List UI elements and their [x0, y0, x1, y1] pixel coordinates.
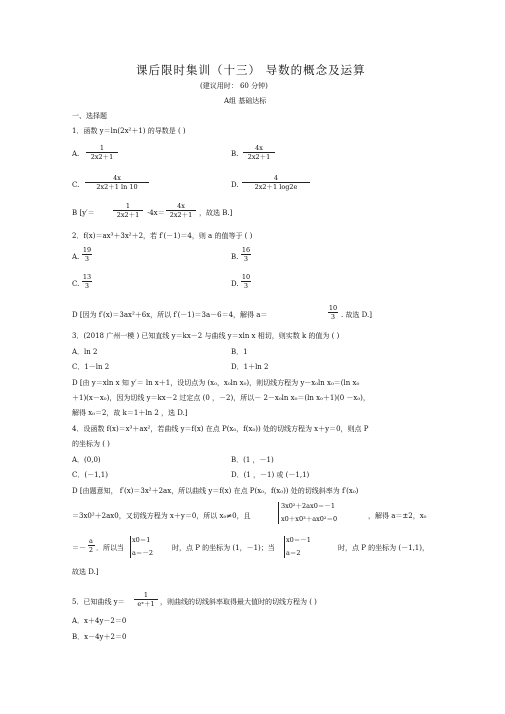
q2-c-numerator: 13	[82, 273, 92, 281]
q4-stem-line-1: 4．设函数 f(x)＝x³＋ax²，若曲线 y＝f(x) 在点 P(x₀，f(x₀)) 处的切线方程为 x＋y＝0，则点 P	[72, 425, 369, 433]
q4-option-a: A．(0,0)	[72, 456, 101, 464]
q1-stem: 1．函数 y＝ln(2x²＋1) 的导数是 ( )	[72, 127, 186, 135]
q5-stem-suffix: ，则曲线的切线斜率取得最大值时的切线方程为 ( )	[160, 598, 317, 606]
q2-b-numerator: 16	[241, 246, 251, 254]
q4-system3-eq1: x0＝－1	[286, 536, 311, 544]
q2-a-numerator: 19	[82, 246, 92, 254]
q5-stem-fraction	[132, 591, 160, 608]
q5-option-b: B．x－4y＋2＝0	[72, 633, 127, 641]
q4-answer-line-3-suffix: 时，点 P 的坐标为 (－1,1)，	[338, 544, 429, 552]
q2-answer-suffix: . 故选 D.]	[341, 311, 372, 319]
q4-system1-eq1: 3x0²＋2ax0＝－1	[281, 502, 335, 510]
q3-answer-line-3: 解得 x₀＝2，故 k＝1＋ln 2 ，选 D.]	[72, 409, 188, 417]
q4-option-d: D．(1 ，－1) 或 (－1,1)	[231, 471, 310, 479]
page-title: 课后限时集训（十三） 导数的概念及运算	[136, 63, 366, 77]
q3-answer-line-1: D [由 y＝xln x 知 y′＝ ln x＋1，设切点为 (x₀，x₀ln x₀)，则切线方程为 y－x₀ln x₀＝(ln x₀	[72, 379, 360, 387]
q4-system2-eq2: a＝－2	[132, 549, 154, 557]
section-heading: 一、选择题	[72, 112, 107, 120]
q4-answer-line-3-mid-2: 时，点 P 的坐标为 (1，－1)；当	[172, 544, 275, 552]
q1-option-a-label: A.	[72, 150, 80, 158]
q2-d-numerator: 10	[241, 273, 251, 281]
q2-option-c-label: C.	[72, 280, 80, 288]
q1-d-denominator: 2x2＋1 log2e	[254, 183, 298, 191]
q3-option-b: B．1	[231, 348, 248, 356]
q3-stem: 3．(2018 广州一模 ) 已知直线 y＝kx－2 与曲线 y＝xln x 相切，则实数 k 的值为 ( )	[72, 332, 340, 340]
q1-option-b-fraction	[241, 144, 277, 161]
q4-answer-fraction	[86, 537, 96, 554]
q2-option-d-label: D.	[231, 280, 239, 288]
q3-option-a: A．ln 2	[72, 348, 98, 356]
q1-c-denominator: 2x2＋1 ln 10	[96, 183, 138, 191]
q1-option-d-fraction	[241, 174, 311, 191]
q4-answer-line-2-suffix: ，解得 a＝±2，x₀	[368, 512, 427, 520]
q1-d-numerator: 4	[273, 174, 279, 182]
q4-ans-denominator: 2	[88, 546, 94, 554]
q2-ans-denominator: 3	[330, 313, 336, 321]
q2-c-denominator: 3	[84, 282, 90, 290]
q2-answer-prefix: D [因为 f′(x)＝3ax²＋6x，所以 f′(－1)＝3a－6＝4，解得 a＝	[72, 311, 268, 319]
q2-stem: 2．f(x)＝ax³＋3x²＋2，若 f′(－1)＝4，则 a 的值等于 ( )	[72, 232, 253, 240]
q1-answer-fraction-1	[111, 202, 145, 219]
q2-option-d-fraction	[239, 273, 253, 290]
q2-b-denominator: 3	[243, 255, 249, 263]
q2-option-a-label: A.	[72, 253, 80, 261]
q4-ans-numerator: a	[89, 537, 93, 545]
q2-a-denominator: 3	[84, 255, 90, 263]
q1-answer-prefix: B [y′＝	[72, 209, 95, 217]
q1-c-numerator: 4x	[113, 174, 121, 182]
q2-ans-numerator: 10	[328, 304, 338, 312]
q1-answer-suffix: ，故选 B.]	[199, 209, 233, 217]
q1-a-denominator: 2x2＋1	[90, 153, 114, 161]
q5-numerator: 1	[143, 591, 149, 599]
suggested-time: (建议用时： 60 分钟)	[200, 82, 268, 90]
q1-b-denominator: 2x2＋1	[247, 153, 271, 161]
q2-d-denominator: 3	[243, 282, 249, 290]
q4-answer-line-4: 故选 D.]	[72, 568, 99, 576]
q4-option-b: B．(1 ，－1)	[231, 456, 274, 464]
q5-option-a: A．x＋4y－2＝0	[72, 617, 127, 625]
q1-option-d-label: D.	[231, 181, 239, 189]
q4-answer-line-2-prefix: ＝3x0²＋2ax0，又切线方程为 x＋y＝0，所以 x₀≠0，且	[72, 512, 251, 520]
system-brace-1	[278, 502, 279, 524]
q3-option-c: C．1－ln 2	[72, 363, 110, 371]
q4-option-c: C．(－1,1)	[72, 471, 108, 479]
q1-a-numerator: 1	[99, 144, 105, 152]
q2-option-c-fraction	[80, 273, 94, 290]
q4-system2-eq1: x0＝1	[132, 536, 151, 544]
q2-option-b-fraction	[239, 246, 253, 263]
group-heading: A组 基础达标	[224, 97, 267, 105]
q1-option-b-label: B.	[231, 150, 239, 158]
q2-option-a-fraction	[80, 246, 94, 263]
q5-stem-prefix: 5．已知曲线 y＝	[72, 598, 125, 606]
q2-option-b-label: B.	[231, 253, 239, 261]
q4-answer-line-1: D [由题意知， f′(x)＝3x²＋2ax，所以曲线 y＝f(x) 在点 P(x₀，f(x₀)) 处的切线斜率为 f′(x₀)	[72, 487, 359, 495]
q3-option-d: D．1＋ln 2	[231, 363, 269, 371]
q1-ans-den1: 2x2＋1	[116, 211, 140, 219]
system-brace-3	[284, 536, 285, 558]
system-brace-2	[130, 536, 131, 558]
q4-answer-line-3-prefix: ＝－	[72, 544, 86, 552]
q1-answer-fraction-2	[164, 202, 198, 219]
q4-answer-line-3-mid-1: ．所以当	[96, 544, 124, 552]
q4-stem-line-2: 的坐标为 ( )	[72, 440, 110, 448]
q4-system3-eq2: a＝2	[286, 549, 301, 557]
q1-ans-den2: 2x2＋1	[169, 211, 193, 219]
q2-answer-fraction	[326, 304, 340, 321]
q1-answer-middle: ·4x＝	[147, 209, 165, 217]
q1-ans-num1: 1	[125, 202, 131, 210]
q3-answer-line-2: ＋1)(x－x₀)，因为切线 y＝kx－2 过定点 (0 ，－2)，所以－ 2－x₀ln x₀＝(ln x₀＋1)(0 －x₀)，	[72, 394, 370, 402]
q1-b-numerator: 4x	[255, 144, 263, 152]
q1-option-c-fraction	[84, 174, 150, 191]
q4-system1-eq2: x0＋x0³＋ax0²＝0	[281, 515, 338, 523]
q1-ans-num2: 4x	[177, 202, 185, 210]
q5-denominator: eˣ＋1	[137, 600, 155, 608]
q1-option-a-fraction	[84, 144, 120, 161]
q1-option-c-label: C.	[72, 181, 80, 189]
